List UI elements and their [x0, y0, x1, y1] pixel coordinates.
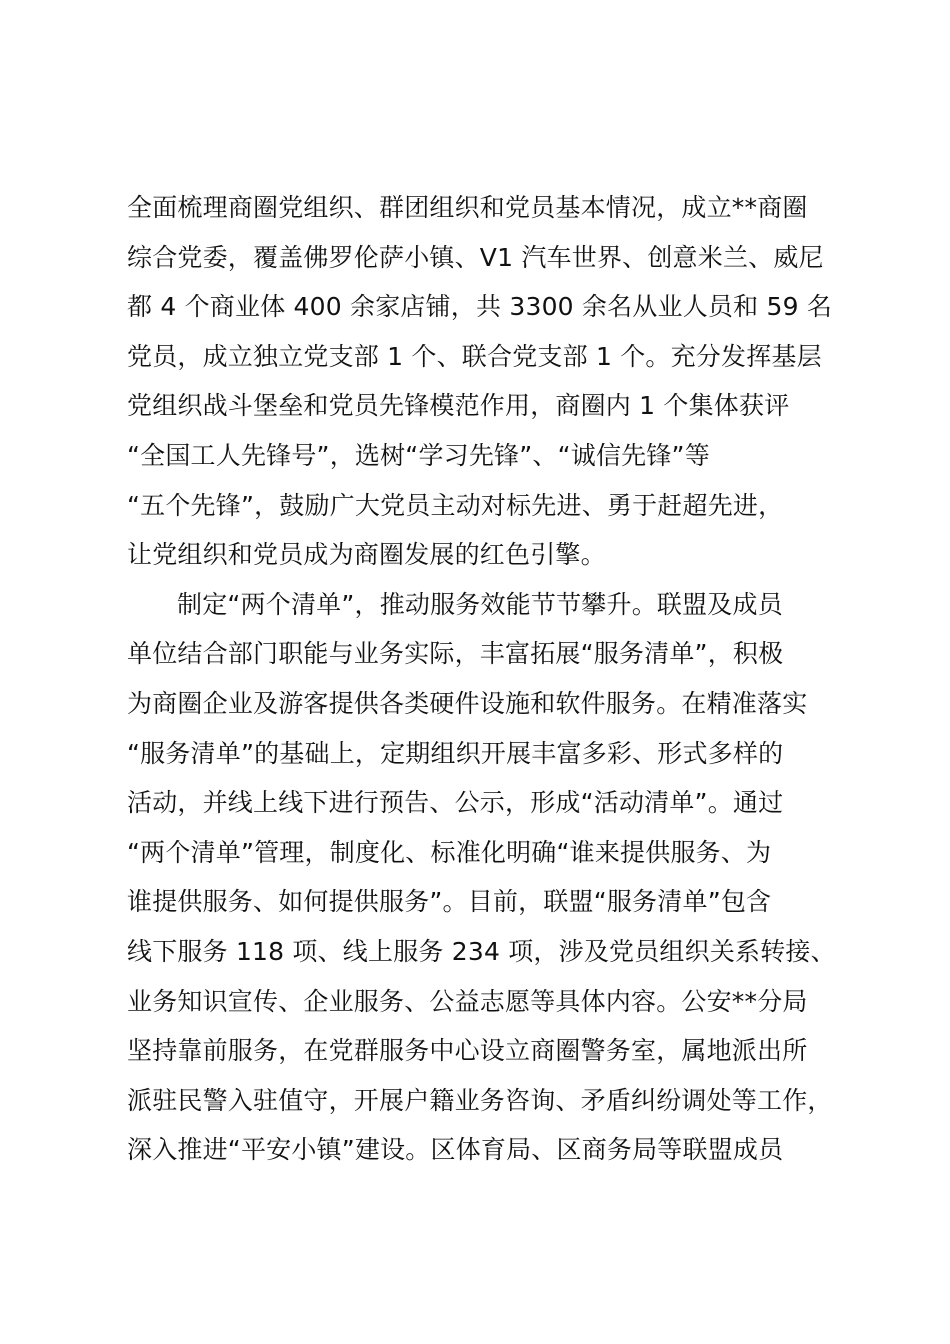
text-line: 党员，成立独立党支部 1 个、联合党支部 1 个。充分发挥基层 [127, 341, 822, 371]
text-line: 深入推进“平安小镇”建设。区体育局、区商务局等联盟成员 [127, 1135, 784, 1165]
text-line: 全面梳理商圈党组织、群团组织和党员基本情况，成立**商圈 [127, 193, 808, 222]
document-body [127, 183, 867, 1175]
text-line: “全国工人先锋号”，选树“学习先锋”、“诚信先锋”等 [127, 440, 710, 470]
text-line: 都 4 个商业体 400 余家店铺，共 3300 余名从业人员和 59 名 [127, 292, 833, 322]
text-line: 活动，并线上线下进行预告、公示，形成“活动清单”。通过 [127, 788, 784, 818]
text-line: “两个清单”管理，制度化、标准化明确“谁来提供服务、为 [127, 837, 772, 867]
text-line: “五个先锋”，鼓励广大党员主动对标先进、勇于赶超先进， [127, 490, 784, 520]
text-line: 派驻民警入驻值守，开展户籍业务咨询、矛盾纠纷调处等工作， [127, 1085, 833, 1115]
text-line: 单位结合部门职能与业务实际，丰富拓展“服务清单”，积极 [127, 639, 784, 669]
text-line: 线下服务 118 项、线上服务 234 项，涉及党员组织关系转接、 [127, 936, 836, 966]
text-line: 综合党委，覆盖佛罗伦萨小镇、V1 汽车世界、创意米兰、威尼 [127, 242, 824, 272]
text-line: 坚持靠前服务，在党群服务中心设立商圈警务室，属地派出所 [127, 1036, 808, 1066]
text-line: 谁提供服务、如何提供服务”。目前，联盟“服务清单”包含 [127, 887, 772, 917]
text-line: 为商圈企业及游客提供各类硬件设施和软件服务。在精准落实 [127, 688, 808, 718]
text-line: 党组织战斗堡垒和党员先锋模范作用，商圈内 1 个集体获评 [127, 391, 790, 421]
text-line: “服务清单”的基础上，定期组织开展丰富多彩、形式多样的 [127, 738, 784, 768]
text-line: 业务知识宣传、企业服务、公益志愿等具体内容。公安**分局 [127, 986, 808, 1016]
paragraph-first-line: 制定“两个清单”，推动服务效能节节攀升。联盟及成员 [177, 589, 783, 619]
text-line: 让党组织和党员成为商圈发展的红色引擎。 [127, 540, 606, 570]
